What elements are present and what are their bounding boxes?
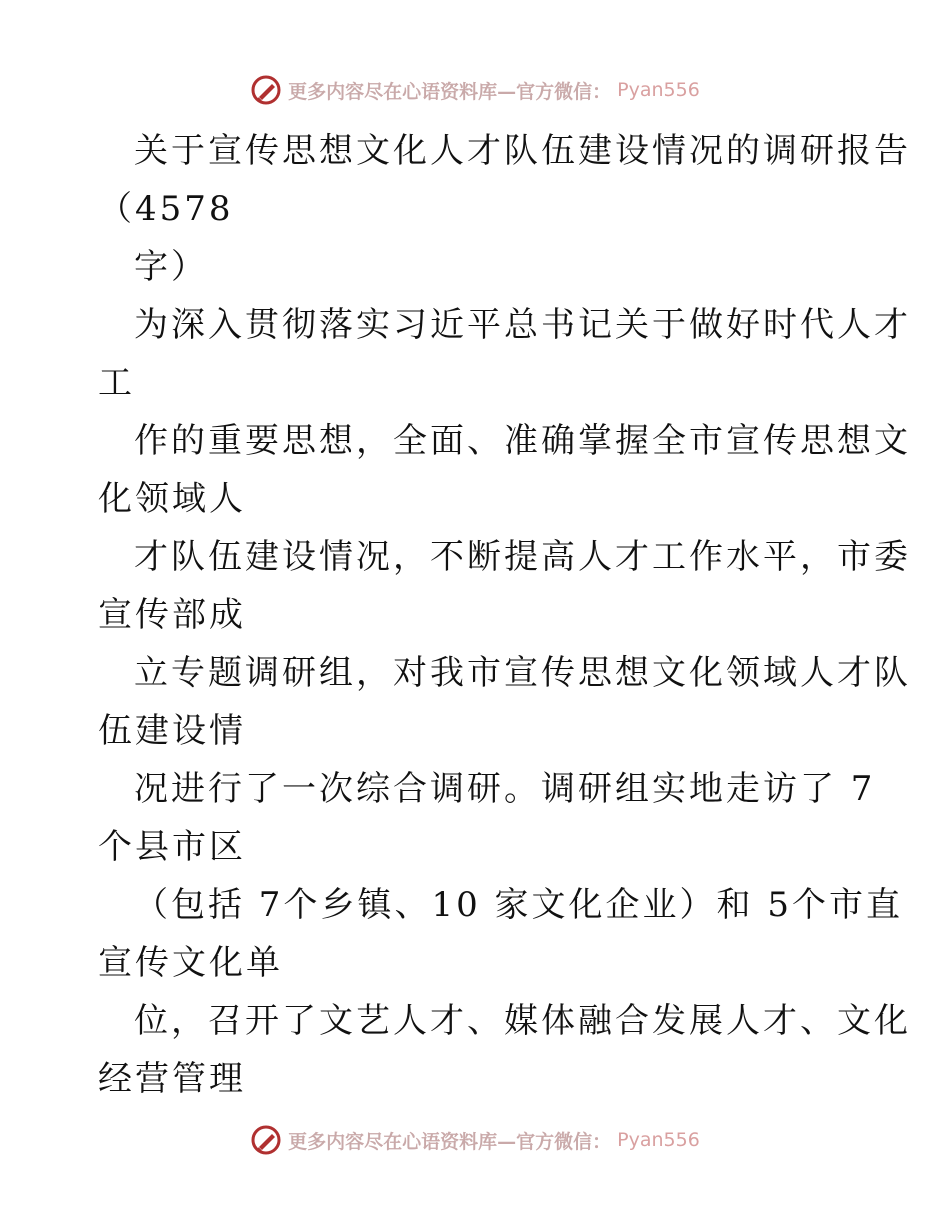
text-line: （包括 7个乡镇、10 家文化企业）和 5个市直 [134, 885, 903, 925]
text-line: 位，召开了文艺人才、媒体融合发展人才、文化 [134, 1001, 911, 1041]
text-line: 宣传部成 [98, 595, 246, 635]
text-line: 字） [134, 247, 208, 287]
text-line: 关于宣传思想文化人才队伍建设情况的调研报告 [134, 131, 911, 171]
watermark-contact: Pyan556 [617, 1129, 700, 1151]
text-line: 个县市区 [98, 827, 246, 867]
watermark-text: 更多内容尽在心语资料库—官方微信： [288, 1130, 612, 1153]
watermark-contact: Pyan556 [617, 79, 700, 101]
pen-logo-icon [250, 74, 282, 106]
header-watermark [0, 70, 950, 110]
text-line: 经营管理 [98, 1059, 246, 1099]
text-line: 工 [98, 363, 135, 403]
text-line: 立专题调研组，对我市宣传思想文化领域人才队 [134, 653, 911, 693]
text-line: （4578 [98, 189, 234, 229]
footer-watermark [0, 1120, 950, 1160]
text-line: 况进行了一次综合调研。调研组实地走访了 7 [134, 769, 876, 809]
watermark-text: 更多内容尽在心语资料库—官方微信： [288, 80, 612, 103]
document-body [98, 122, 911, 1108]
text-line: 才队伍建设情况，不断提高人才工作水平，市委 [134, 537, 911, 577]
pen-logo-icon [250, 1124, 282, 1156]
text-line: 作的重要思想，全面、准确掌握全市宣传思想文 [134, 421, 911, 461]
text-line: 宣传文化单 [98, 943, 283, 983]
text-line: 伍建设情 [98, 711, 246, 751]
text-line: 化领域人 [98, 479, 246, 519]
text-line: 为深入贯彻落实习近平总书记关于做好时代人才 [134, 305, 911, 345]
